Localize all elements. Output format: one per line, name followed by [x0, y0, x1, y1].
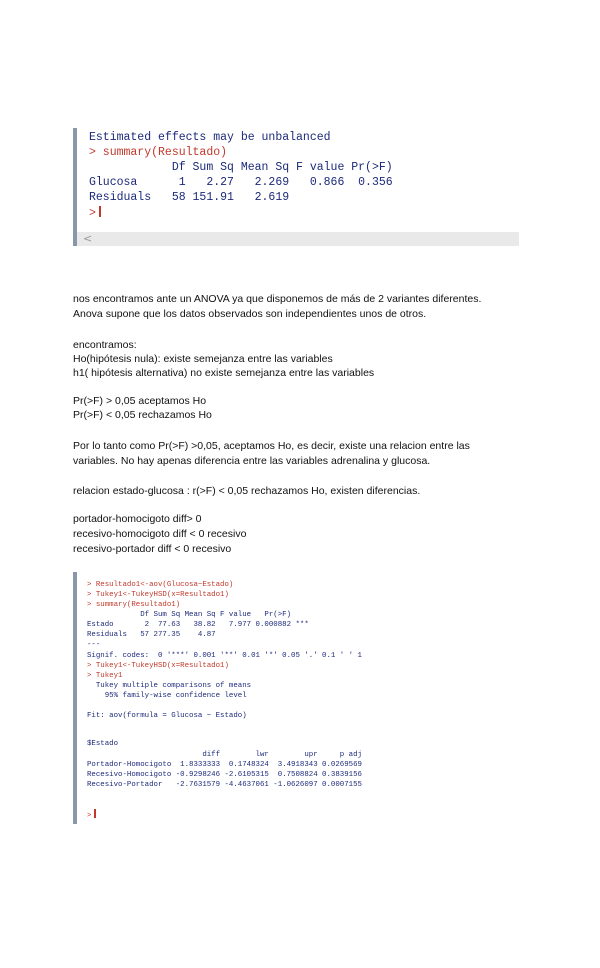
r-console-tukey [73, 572, 517, 824]
tukey-row: Recesivo-Portador -2.7631579 -4.4637061 -1.0626097 0.0007155 [87, 781, 362, 789]
console-line: Tukey multiple comparisons of means [87, 682, 252, 690]
console-line: --- [87, 641, 101, 649]
console-line: Glucosa 1 2.27 2.269 0.866 0.356 [89, 176, 393, 189]
console-line: Signif. codes: 0 '***' 0.001 '**' 0.01 '*' 0.05 '.' 0.1 ' ' 1 [87, 652, 362, 660]
paragraph-anova-assumption: Anova supone que los datos observados son independientes unos de otros. [73, 308, 427, 320]
prompt-symbol: > [89, 207, 96, 220]
console-line: Df Sum Sq Mean Sq F value Pr(>F) [87, 611, 292, 619]
paragraph-encontramos: encontramos: [73, 339, 137, 351]
console-line: Residuals 58 151.91 2.619 [89, 191, 290, 204]
console-line: 95% family-wise confidence level [87, 692, 247, 700]
console-prompt[interactable] [89, 206, 101, 221]
prompt-symbol: > [87, 812, 92, 820]
console-command: > Resultado1<-aov(Glucosa~Estado) [87, 581, 234, 589]
hypothesis-null: Ho(hipótesis nula): existe semejanza entre las variables [73, 353, 333, 365]
scroll-left-arrow-icon[interactable]: < [83, 232, 93, 245]
console-line: diff lwr upr p adj [87, 751, 362, 759]
console-command: > Tukey1<-TukeyHSD(x=Resultado1) [87, 591, 229, 599]
note-recesivo-homocigoto: recesivo-homocigoto diff < 0 recesivo [73, 528, 247, 540]
console-line: Fit: aov(formula = Glucosa ~ Estado) [87, 712, 247, 720]
note-recesivo-portador: recesivo-portador diff < 0 recesivo [73, 543, 232, 555]
console-line: Estimated effects may be unbalanced [89, 131, 331, 144]
note-portador-homocigoto: portador-homocigoto diff> 0 [73, 513, 202, 525]
console-command: > Tukey1<-TukeyHSD(x=Resultado1) [87, 662, 229, 670]
console-line: Df Sum Sq Mean Sq F value Pr(>F) [89, 161, 393, 174]
console-line: Estado 2 77.63 38.82 7.977 0.000882 *** [87, 621, 309, 629]
console-prompt[interactable] [87, 809, 96, 821]
rule-accept: Pr(>F) > 0,05 aceptamos Ho [73, 395, 207, 407]
paragraph-anova: nos encontramos ante un ANOVA ya que disponemos de más de 2 variantes diferentes. [73, 293, 482, 305]
rule-reject: Pr(>F) < 0,05 rechazamos Ho [73, 409, 212, 421]
hypothesis-alternative: h1( hipótesis alternativa) no existe semejanza entre las variables [73, 367, 375, 379]
console-line: $Estado [87, 740, 119, 748]
horizontal-scrollbar[interactable] [77, 232, 519, 246]
tukey-row: Portador-Homocigoto 1.8333333 0.1748324 3.4918343 0.0269569 [87, 761, 362, 769]
console-command: > summary(Resultado) [89, 146, 228, 159]
paragraph-conclusion-cont: variables. No hay apenas diferencia entre las variables adrenalina y glucosa. [73, 455, 431, 467]
paragraph-conclusion: Por lo tanto como Pr(>F) >0,05, aceptamos Ho, es decir, existe una relacion entre las [73, 440, 470, 452]
console-command: > summary(Resultado1) [87, 601, 181, 609]
console-line: Residuals 57 277.35 4.87 [87, 631, 216, 639]
paragraph-estado-glucosa: relacion estado-glucosa : r(>F) < 0,05 rechazamos Ho, existen diferencias. [73, 485, 421, 497]
tukey-row: Recesivo-Homocigoto -0.9298246 -2.6105315 0.7508824 0.3839156 [87, 771, 362, 779]
text-cursor [94, 809, 96, 818]
r-console-anova-glucosa [73, 128, 519, 246]
text-cursor [99, 206, 101, 217]
console-command: > Tukey1 [87, 672, 123, 680]
